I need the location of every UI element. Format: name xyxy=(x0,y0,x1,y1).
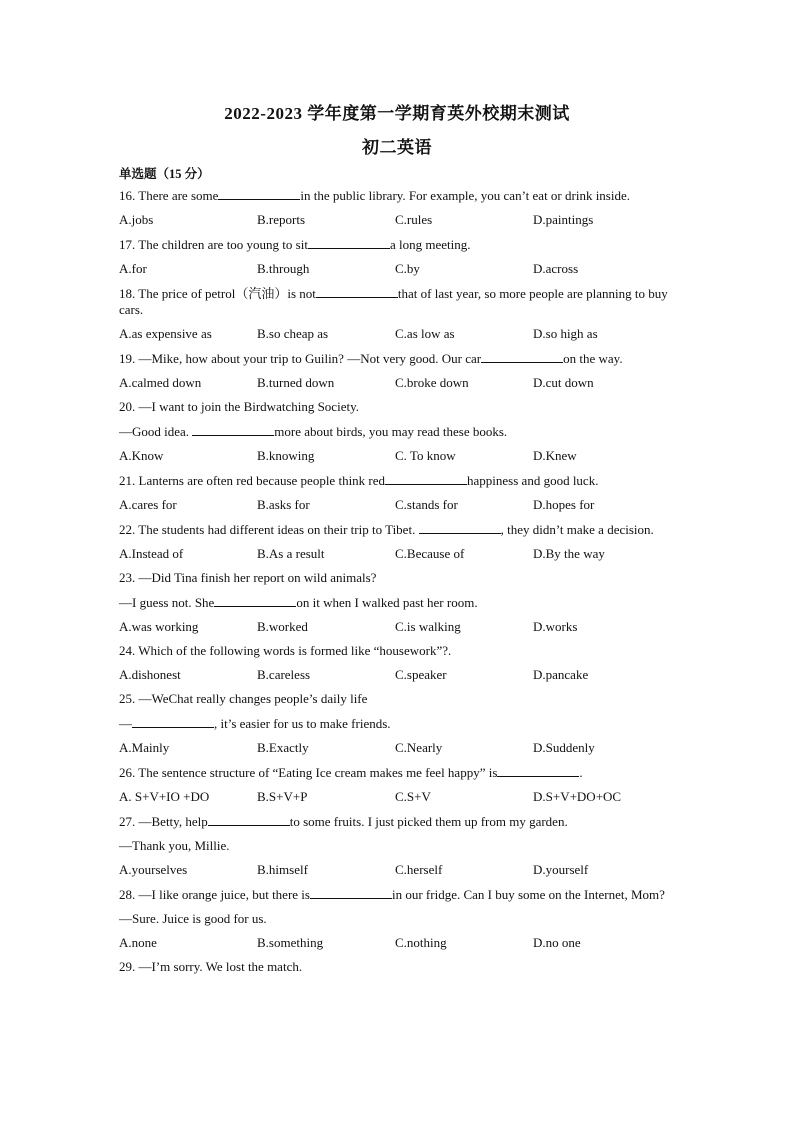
answer-option[interactable]: D.works xyxy=(533,619,578,634)
answer-option[interactable]: A.Mainly xyxy=(119,740,170,755)
option-row xyxy=(119,789,671,805)
question-text-segment: 29. —I’m sorry. We lost the match. xyxy=(119,959,303,974)
answer-option[interactable]: B.knowing xyxy=(257,448,315,463)
question-item xyxy=(119,399,671,464)
question-item xyxy=(119,472,671,513)
answer-blank[interactable] xyxy=(192,423,274,436)
answer-option[interactable]: C.broke down xyxy=(395,375,469,390)
question-list xyxy=(119,187,671,983)
answer-option[interactable]: D.Suddenly xyxy=(533,740,595,755)
answer-option[interactable]: C.Because of xyxy=(395,546,465,561)
question-text xyxy=(119,399,671,415)
question-item xyxy=(119,187,671,228)
question-text-segment: 21. Lanterns are often red because people think red xyxy=(119,473,386,488)
question-item xyxy=(119,959,671,975)
question-text-segment: —Good idea. xyxy=(119,424,193,439)
answer-blank[interactable] xyxy=(214,594,296,607)
question-item xyxy=(119,691,671,756)
answer-option[interactable]: B.through xyxy=(257,261,310,276)
answer-option[interactable]: B.himself xyxy=(257,862,308,877)
exam-subject: 初二英语 xyxy=(362,138,432,157)
question-item xyxy=(119,285,671,342)
question-text-segment: 20. —I want to join the Birdwatching Society. xyxy=(119,399,359,414)
answer-option[interactable]: B.worked xyxy=(257,619,308,634)
answer-option[interactable]: C. To know xyxy=(395,448,456,463)
question-text-segment: —Sure. Juice is good for us. xyxy=(119,911,267,926)
answer-option[interactable]: C.rules xyxy=(395,212,433,227)
question-text-segment: —I guess not. She xyxy=(119,595,215,610)
question-text-segment: 26. The sentence structure of “Eating Ice cream makes me feel happy” is xyxy=(119,765,498,780)
answer-option[interactable]: B.something xyxy=(257,935,324,950)
question-text-segment: in the public library. For example, you can’t eat or drink inside. xyxy=(300,188,630,203)
answer-option[interactable]: C.S+V xyxy=(395,789,431,804)
option-row xyxy=(119,375,671,391)
answer-option[interactable]: D.cut down xyxy=(533,375,594,390)
answer-option[interactable]: C.is walking xyxy=(395,619,461,634)
answer-blank[interactable] xyxy=(310,886,392,899)
answer-option[interactable]: B.asks for xyxy=(257,497,310,512)
answer-option[interactable]: C.Nearly xyxy=(395,740,443,755)
option-row xyxy=(119,212,671,228)
answer-option[interactable]: B.turned down xyxy=(257,375,335,390)
answer-option[interactable]: A.cares for xyxy=(119,497,177,512)
question-text-segment: 27. —Betty, help xyxy=(119,814,208,829)
question-text-segment: 16. There are some xyxy=(119,188,219,203)
question-text-segment: —Thank you, Millie. xyxy=(119,838,230,853)
question-text-segment: that of last year, so more people are planning to buy cars. xyxy=(119,286,668,317)
answer-option[interactable]: D.no one xyxy=(533,935,581,950)
question-text xyxy=(119,236,671,253)
answer-blank[interactable] xyxy=(308,236,390,249)
question-text-segment: on it when I walked past her room. xyxy=(296,595,478,610)
question-text xyxy=(119,472,671,489)
section-title: 单选题（15 分） xyxy=(119,167,210,181)
answer-blank[interactable] xyxy=(132,715,214,728)
option-row xyxy=(119,497,671,513)
question-text-segment: 22. The students had different ideas on their trip to Tibet. xyxy=(119,522,419,537)
question-item xyxy=(119,886,671,951)
option-row xyxy=(119,619,671,635)
question-text-segment: 19. —Mike, how about your trip to Guilin? —Not very good. Our car xyxy=(119,351,482,366)
question-text-segment: in our fridge. Can I buy some on the Internet, Mom? xyxy=(391,887,665,902)
question-text xyxy=(119,764,671,781)
question-text-segment: happiness and good luck. xyxy=(467,473,599,488)
question-item xyxy=(119,643,671,683)
answer-blank[interactable] xyxy=(316,285,398,298)
question-text xyxy=(119,423,671,440)
answer-option[interactable]: D.so high as xyxy=(533,326,598,341)
answer-blank[interactable] xyxy=(497,764,579,777)
answer-option[interactable]: A. S+V+IO +DO xyxy=(119,789,210,804)
question-text-segment: — xyxy=(119,716,132,731)
answer-option[interactable]: A.as expensive as xyxy=(119,326,212,341)
question-text-segment: to some fruits. I just picked them up from my garden. xyxy=(289,814,568,829)
answer-option[interactable]: C.stands for xyxy=(395,497,458,512)
answer-blank[interactable] xyxy=(218,187,300,200)
question-text xyxy=(119,715,671,732)
question-text-segment: 23. —Did Tina finish her report on wild animals? xyxy=(119,570,377,585)
answer-option[interactable]: C.as low as xyxy=(395,326,455,341)
question-text xyxy=(119,838,671,854)
question-text xyxy=(119,813,671,830)
answer-option[interactable]: B.so cheap as xyxy=(257,326,329,341)
answer-option[interactable]: A.was working xyxy=(119,619,199,634)
option-row xyxy=(119,448,671,464)
answer-option[interactable]: D.S+V+DO+OC xyxy=(533,789,622,804)
answer-option[interactable]: B.As a result xyxy=(257,546,325,561)
question-item xyxy=(119,350,671,391)
option-row xyxy=(119,546,671,562)
question-item xyxy=(119,236,671,277)
option-row xyxy=(119,935,671,951)
option-row xyxy=(119,862,671,878)
answer-option[interactable]: C.nothing xyxy=(395,935,447,950)
question-text xyxy=(119,911,671,927)
answer-blank[interactable] xyxy=(208,813,290,826)
answer-option[interactable]: C.by xyxy=(395,261,420,276)
question-text xyxy=(119,959,671,975)
question-item xyxy=(119,813,671,878)
answer-blank[interactable] xyxy=(419,521,501,534)
question-text-segment: 18. The price of petrol（汽油）is not xyxy=(119,286,316,301)
question-text-segment: 24. Which of the following words is formed like “housework”?. xyxy=(119,643,452,658)
answer-option[interactable]: D.across xyxy=(533,261,579,276)
question-text-segment: more about birds, you may read these books. xyxy=(274,424,508,439)
answer-option[interactable]: D.By the way xyxy=(533,546,605,561)
answer-option[interactable]: C.speaker xyxy=(395,667,447,682)
option-row xyxy=(119,261,671,277)
answer-option[interactable]: B.reports xyxy=(257,212,306,227)
option-row xyxy=(119,667,671,683)
answer-option[interactable]: A.jobs xyxy=(119,212,154,227)
answer-option[interactable]: A.Instead of xyxy=(119,546,184,561)
question-text-segment: on the way. xyxy=(563,351,623,366)
option-row xyxy=(119,740,671,756)
answer-blank[interactable] xyxy=(481,350,563,363)
answer-option[interactable]: B.Exactly xyxy=(257,740,309,755)
answer-option[interactable]: C.herself xyxy=(395,862,443,877)
question-item xyxy=(119,764,671,805)
question-text xyxy=(119,691,671,707)
question-text xyxy=(119,886,671,903)
answer-option[interactable]: B.S+V+P xyxy=(257,789,308,804)
answer-option[interactable]: D.Knew xyxy=(533,448,577,463)
question-text-segment: 28. —I like orange juice, but there is xyxy=(119,887,310,902)
answer-option[interactable]: B.careless xyxy=(257,667,311,682)
answer-option[interactable]: A.yourselves xyxy=(119,862,188,877)
question-item xyxy=(119,570,671,635)
exam-title: 2022-2023 学年度第一学期育英外校期末测试 xyxy=(224,104,570,123)
question-text xyxy=(119,643,671,659)
question-item xyxy=(119,521,671,562)
answer-blank[interactable] xyxy=(385,472,467,485)
question-text-segment: 25. —WeChat really changes people’s daily life xyxy=(119,691,368,706)
answer-option[interactable]: D.hopes for xyxy=(533,497,595,512)
option-row xyxy=(119,326,671,342)
answer-option[interactable]: A.for xyxy=(119,261,147,276)
question-text xyxy=(119,350,671,367)
answer-option[interactable]: A.dishonest xyxy=(119,667,181,682)
question-text xyxy=(119,570,671,586)
question-text xyxy=(119,521,671,538)
answer-option[interactable]: D.paintings xyxy=(533,212,594,227)
question-text xyxy=(119,594,671,611)
question-text-segment: , it’s easier for us to make friends. xyxy=(214,716,391,731)
question-text-segment: . xyxy=(579,765,583,780)
question-text xyxy=(119,285,671,318)
question-text-segment: , they didn’t make a decision. xyxy=(500,522,654,537)
question-text xyxy=(119,187,671,204)
answer-option[interactable]: A.Know xyxy=(119,448,164,463)
answer-option[interactable]: D.yourself xyxy=(533,862,589,877)
answer-option[interactable]: A.calmed down xyxy=(119,375,202,390)
question-text-segment: 17. The children are too young to sit xyxy=(119,237,308,252)
question-text-segment: a long meeting. xyxy=(389,237,471,252)
answer-option[interactable]: D.pancake xyxy=(533,667,589,682)
answer-option[interactable]: A.none xyxy=(119,935,157,950)
